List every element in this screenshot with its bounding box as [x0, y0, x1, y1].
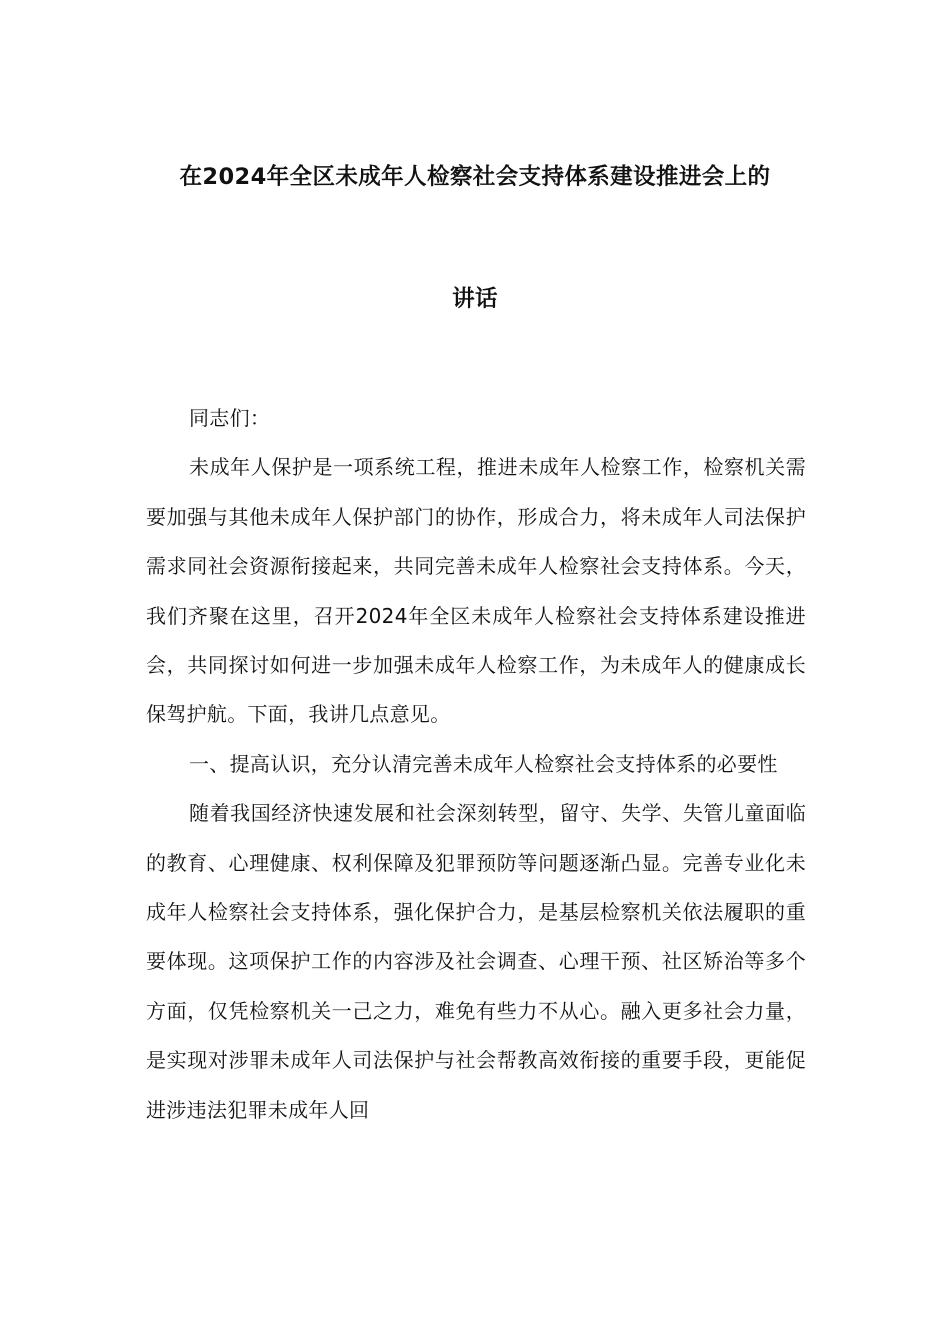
- salutation: 同志们：: [189, 406, 271, 430]
- document-body: [146, 394, 806, 1135]
- section-heading-1: 一、提高认识，充分认清完善未成年人检察社会支持体系的必要性: [189, 751, 778, 776]
- paragraph-intro: 未成年人保护是一项系统工程，推进未成年人检察工作，检察机关需要加强与其他未成年人保护部门的协作，形成合力，将未成年人司法保护需求同社会资源衔接起来，共同完善未成年人检察社会支持体系。今天，我们齐聚在这里，召开2024年全区未成年人检察社会支持体系建设推进会，共同探讨如何进一步加强未成年人检察工作，为未成年人的健康成长保驾护航。下面，我讲几点意见。: [146, 455, 806, 727]
- document-title-line-1: 在2024年全区未成年人检察社会支持体系建设推进会上的: [179, 164, 771, 190]
- paragraph-section-1: 随着我国经济快速发展和社会深刻转型，留守、失学、失管儿童面临的教育、心理健康、权利保障及犯罪预防等问题逐渐凸显。完善专业化未成年人检察社会支持体系，强化保护合力，是基层检察机关依法履职的重要体现。这项保护工作的内容涉及社会调查、心理干预、社区矫治等多个方面，仅凭检察机关一己之力，难免有些力不从心。融入更多社会力量，是实现对涉罪未成年人司法保护与社会帮教高效衔接的重要手段，更能促进涉违法犯罪未成年人回: [146, 801, 806, 1122]
- document-title-line-2: 讲话: [452, 286, 498, 312]
